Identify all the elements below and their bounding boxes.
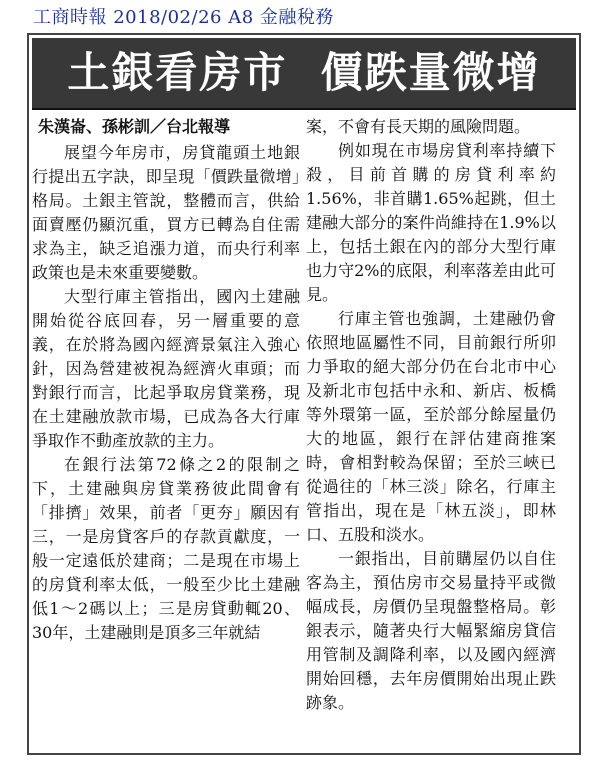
paragraph: 行庫主管也強調，土建融仍會依照地區屬性不同，目前銀行所卯力爭取的絕大部分仍在台北市中心及新北市包括中永和、新店、板橋等外環第一區，至於部分餘屋量仍大的地區，銀行在評估建商推案時，會相對較為保留；至於三峽已從過往的「林三淡」除名，行庫主管指出，現在是「林五淡」，即林口、五股和淡水。 <box>306 309 556 544</box>
headline: 土銀看房市 價跌量微增 <box>67 48 541 97</box>
article-column-right <box>306 115 556 715</box>
paragraph: 大型行庫主管指出，國內土建融開始從谷底回春，另一層重要的意義，在於將為國內經濟景氣注入強心針，因為營建被視為經濟火車頭；而對銀行而言，比起爭取房貸業務，現在土建融放款市場，已成為各大行庫爭取作不動產放款的主力。 <box>32 287 300 450</box>
paragraph: 在銀行法第72條之2的限制之下，土建融與房貸業務彼此間會有「排擠」效果，前者「更夯」願因有三，一是房貸客戶的存款貢獻度，一般一定遠低於建商；二是現在市場上的房貸利率太低，一般至少比土建融低1～2碼以上；三是房貸動輒20、30年，土建融則是頂多三年就結 <box>32 455 300 642</box>
byline: 朱漢崙、孫彬訓／台北報導 <box>38 117 231 136</box>
headline-banner <box>32 38 576 110</box>
masthead: 工商時報 2018/02/26 A8 金融稅務 <box>33 7 334 28</box>
paragraph: 一銀指出，目前購屋仍以自住客為主，預估房市交易量持平或微幅成長，房價仍呈現盤整格局。彰銀表示，隨著央行大幅緊縮房貸信用管制及調降利率，以及國內經濟開始回穩，去年房價開始出現止跌跡象。 <box>306 549 556 712</box>
article-column-left <box>32 115 300 645</box>
paragraph: 展望今年房市，房貸龍頭土地銀行提出五字訣，即呈現「價跌量微增」格局。土銀主管說，整體而言，供給面賣壓仍顯沉重，買方已轉為自住需求為主，缺乏追漲力道，而央行利率政策也是未來重要變數。 <box>32 143 300 282</box>
paragraph: 案，不會有長天期的風險問題。 <box>306 117 531 136</box>
paragraph: 例如現在市場房貸利率持續下殺，目前首購的房貸利率約1.56%，非首購1.65%起跳，但土建融大部分的案件尚維持在1.9%以上，包括土銀在內的部分大型行庫也力守2%的底限，利率落差由此可見。 <box>306 141 556 304</box>
